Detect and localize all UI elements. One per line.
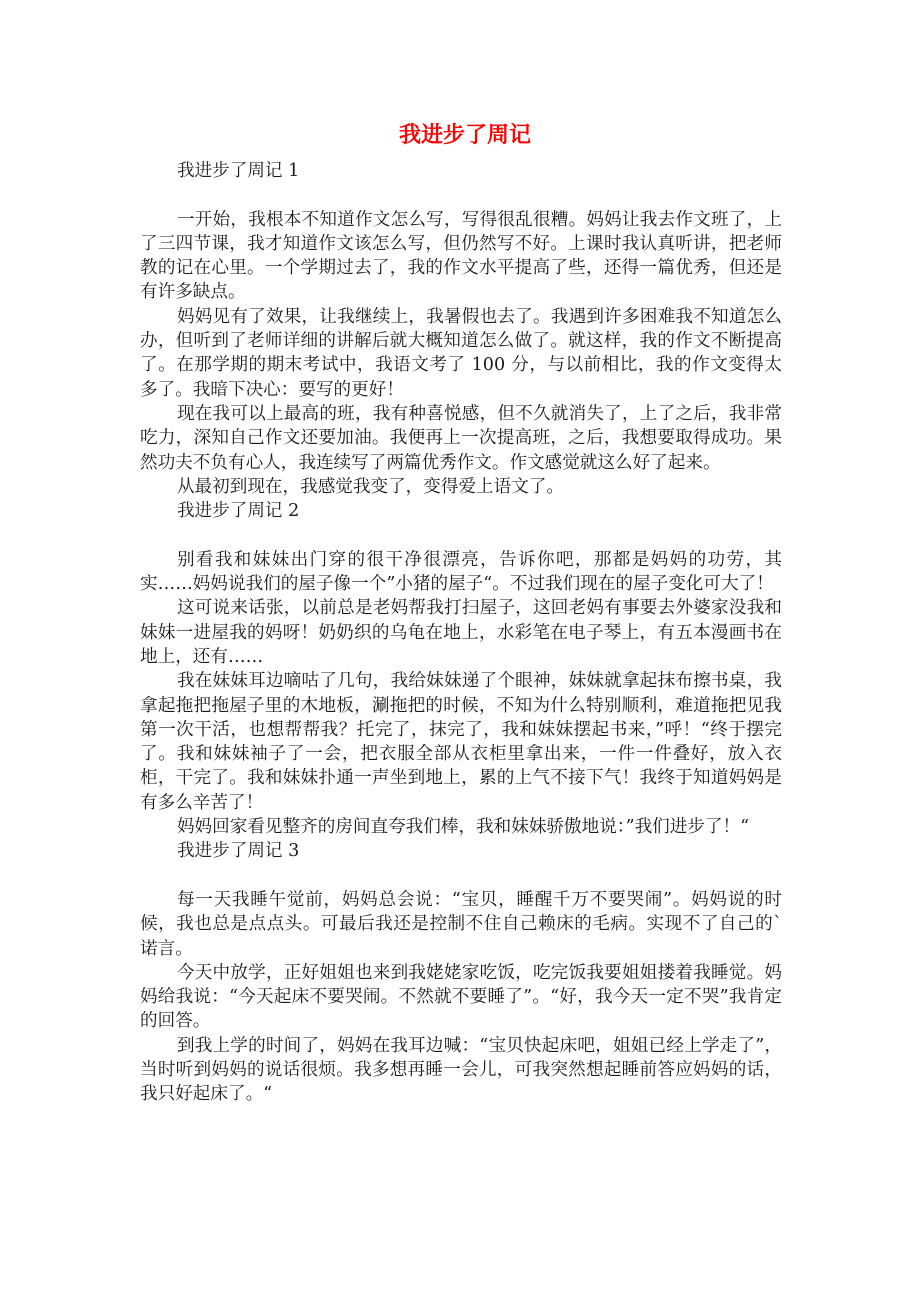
paragraph: 别看我和妹妹出门穿的很干净很漂亮，告诉你吧，那都是妈妈的功劳，其实……妈妈说我们的屋子像一个”小猪的屋子“。不过我们现在的屋子变化可大了！ xyxy=(140,549,782,595)
section-heading: 我进步了周记 3 xyxy=(176,841,300,862)
paragraph: 这可说来话张，以前总是老妈帮我打扫屋子，这回老妈有事要去外婆家没我和妹妹一进屋我的妈呀！奶奶织的乌龟在地上，水彩笔在电子琴上，有五本漫画书在地上，还有…… xyxy=(140,598,782,667)
paragraph: 现在我可以上最高的班，我有种喜悦感，但不久就消失了，上了之后，我非常吃力，深知自己作文还要加油。我便再上一次提高班，之后，我想要取得成功。果然功夫不负有心人，我连续写了两篇优秀作文。作文感觉就这么好了起来。 xyxy=(140,403,782,473)
spacer xyxy=(140,864,782,888)
document-page xyxy=(140,118,782,1107)
spacer xyxy=(140,523,782,547)
paragraph: 妈妈回家看见整齐的房间直夸我们棒，我和妹妹骄傲地说：”我们进步了！“ xyxy=(176,817,750,838)
section-heading: 我进步了周记 1 xyxy=(176,161,300,181)
document-title: 我进步了周记 xyxy=(398,123,531,148)
paragraph: 一开始，我根本不知道作文怎么写，写得很乱很糟。妈妈让我去作文班了，上了三四节课，我才知道作文该怎么写，但仍然写不好。上课时我认真听讲，把老师教的记在心里。一个学期过去了，我的作文水平提高了些，还得一篇优秀，但还是有许多缺点。 xyxy=(140,209,782,303)
paragraph: 每一天我睡午觉前，妈妈总会说：“宝贝，睡醒千万不要哭闹”。妈妈说的时候，我也总是点点头。可最后我还是控制不住自己赖床的毛病。实现不了自己的`诺言。 xyxy=(140,889,782,959)
section-3 xyxy=(140,839,782,1106)
section-2 xyxy=(140,499,782,839)
paragraph: 今天中放学，正好姐姐也来到我姥姥家吃饭，吃完饭我要姐姐搂着我睡觉。妈妈给我说：“今天起床不要哭闹。不然就不要睡了”。“好，我今天一定不哭”我肯定的回答。 xyxy=(140,962,782,1032)
section-1 xyxy=(140,159,782,499)
paragraph: 从最初到现在，我感觉我变了，变得爱上语文了。 xyxy=(176,476,565,497)
paragraph: 妈妈见有了效果，让我继续上，我暑假也去了。我遇到许多困难我不知道怎么办，但听到了老师详细的讲解后就大概知道怎么做了。就这样，我的作文不断提高了。在那学期的期末考试中，我语文考了 100 分，与以前相比，我的作文变得太多了。我暗下决心：要写的更好！ xyxy=(140,306,782,400)
paragraph: 我在妹妹耳边嘀咕了几句，我给妹妹递了个眼神，妹妹就拿起抹布擦书桌，我拿起拖把拖屋子里的木地板，涮拖把的时候，不知为什么特别顺利，难道拖把见我第一次干活，也想帮帮我？托完了，抹完了，我和妹妹摆起书来，”呼！“终于摆完了。我和妹妹袖子了一会，把衣服全部从衣柜里拿出来，一件一件叠好，放入衣柜，干完了。我和妹妹扑通一声坐到地上，累的上气不接下气！我终于知道妈妈是有多么辛苦了！ xyxy=(140,671,782,813)
section-heading: 我进步了周记 2 xyxy=(176,501,300,522)
spacer xyxy=(140,183,782,207)
paragraph: 到我上学的时间了，妈妈在我耳边喊：“宝贝快起床吧，姐姐已经上学走了”，当时听到妈妈的说话很烦。我多想再睡一会儿，可我突然想起睡前答应妈妈的话，我只好起床了。“ xyxy=(140,1035,782,1105)
